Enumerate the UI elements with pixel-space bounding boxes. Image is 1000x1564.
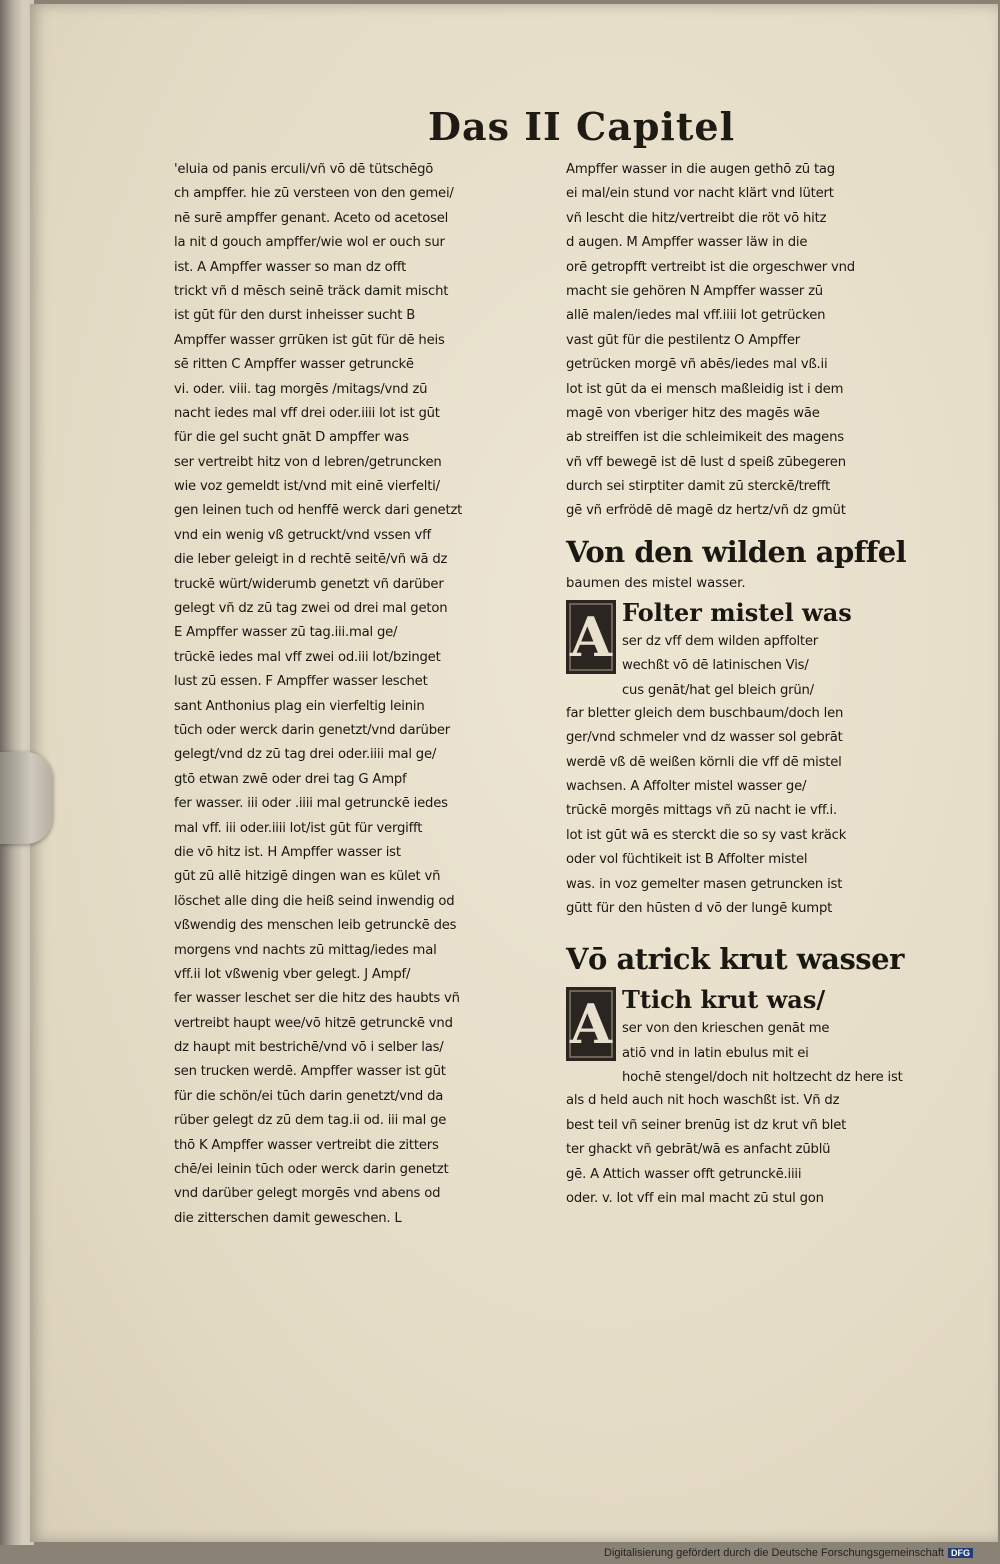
running-head: Das II Capitel xyxy=(428,104,736,149)
text-line: ist gūt für den durst inheisser sucht B xyxy=(174,308,416,324)
text-line: vnd ein wenig vß getruckt/vnd vssen vff xyxy=(174,527,431,543)
text-line: gen leinen tuch od henffē werck dari genetzt xyxy=(174,503,463,519)
text-line: ch ampffer. hie zū versteen von den gemei/ xyxy=(174,186,454,202)
text-line: trickt vñ d mēsch seinē träck damit mischt xyxy=(174,283,449,299)
text-line: ser von den krieschen genāt me xyxy=(622,1021,830,1037)
text-line: als d held auch nit hoch waschßt ist. Vñ dz xyxy=(566,1093,840,1109)
text-line: gelegt vñ dz zū tag zwei od drei mal geton xyxy=(174,601,448,617)
text-line: oder. v. lot vff ein mal macht zū stul gon xyxy=(566,1190,824,1206)
text-line: truckē würt/widerumb genetzt vñ darüber xyxy=(174,576,444,592)
section-heading-mistel: Von den wilden apffel xyxy=(566,534,907,569)
text-line: best teil vñ seiner brenūg ist dz krut vñ blet xyxy=(566,1117,847,1133)
dfg-logo-badge: DFG xyxy=(948,1548,973,1558)
attich-lines-beside-initial xyxy=(622,983,938,1090)
text-line: allē malen/iedes mal vff.iiii lot getrücken xyxy=(566,308,826,324)
text-line: für die schön/ei tūch darin genetzt/vnd da xyxy=(174,1088,444,1104)
text-line: sant Anthonius plag ein vierfeltig leinin xyxy=(174,698,425,714)
text-line: vast gūt für die pestilentz O Ampffer xyxy=(566,332,801,348)
text-line: oder vol füchtikeit ist B Affolter mistel xyxy=(566,852,808,868)
page-clip xyxy=(0,752,52,844)
text-line: trūckē iedes mal vff zwei od.iii lot/bzinget xyxy=(174,649,441,665)
text-line: vñ lescht die hitz/vertreibt die röt vō hitz xyxy=(566,210,827,226)
text-line: vff.ii lot vßwenig vber gelegt. J Ampf/ xyxy=(174,966,411,982)
text-line: macht sie gehören N Ampffer wasser zū xyxy=(566,283,823,299)
text-line: lot ist gūt wā es sterckt die so sy vast kräck xyxy=(566,827,847,843)
decorated-initial-a-2: A xyxy=(566,987,616,1061)
text-line: löschet alle ding die heiß seind inwendig od xyxy=(174,893,455,909)
text-line: rüber gelegt dz zū dem tag.ii od. iii mal ge xyxy=(174,1113,447,1129)
footer-credit xyxy=(604,1547,973,1559)
text-line: lust zū essen. F Ampffer wasser leschet xyxy=(174,674,428,690)
text-line: sē ritten C Ampffer wasser getrunckē xyxy=(174,357,414,373)
decorated-initial-a: A xyxy=(566,600,616,674)
text-line: Ampffer wasser in die augen gethō zū tag xyxy=(566,162,835,177)
text-line: wachsen. A Affolter mistel wasser ge/ xyxy=(566,779,807,795)
section-heading-attich: Vō atrick krut wasser xyxy=(566,942,904,977)
text-line: was. in voz gemelter masen getruncken ist xyxy=(566,876,843,892)
right-column-top-text xyxy=(566,158,938,524)
left-column xyxy=(174,158,546,1231)
text-line: tūch oder werck darin genetzt/vnd darüber xyxy=(174,722,451,738)
text-line: die vō hitz ist. H Ampffer wasser ist xyxy=(174,844,401,860)
text-line: die zitterschen damit geweschen. L xyxy=(174,1210,402,1226)
text-line: lot ist gūt da ei mensch maßleidig ist i dem xyxy=(566,381,844,397)
text-line: magē von vberiger hitz des magēs wāe xyxy=(566,405,820,421)
text-line: E Ampffer wasser zū tag.iii.mal ge/ xyxy=(174,625,398,641)
text-line: vnd darüber gelegt morgēs vnd abens od xyxy=(174,1186,441,1202)
text-line: sen trucken werdē. Ampffer wasser ist gūt xyxy=(174,1064,446,1080)
text-line: die leber geleigt in d rechtē seitē/vñ wā dz xyxy=(174,552,448,568)
text-line: trūckē morgēs mittags vñ zū nacht ie vff.i. xyxy=(566,803,837,819)
text-line: ter ghackt vñ gebrāt/wā es anfacht zūblü xyxy=(566,1142,831,1158)
text-line: vertreibt haupt wee/vō hitzē getrunckē vnd xyxy=(174,1015,453,1031)
text-line: gē. A Attich wasser offt getrunckē.iiii xyxy=(566,1166,802,1182)
text-line: d augen. M Ampffer wasser läw in die xyxy=(566,235,808,251)
text-line: far bletter gleich dem buschbaum/doch len xyxy=(566,705,844,721)
text-line: thō K Ampffer wasser vertreibt die zitters xyxy=(174,1137,439,1153)
attich-initial-block xyxy=(566,983,938,1087)
text-line: nacht iedes mal vff drei oder.iiii lot ist gūt xyxy=(174,405,440,421)
text-line: atiō vnd in latin ebulus mit ei xyxy=(622,1045,809,1061)
text-line: vñ vff bewegē ist dē lust d speiß zūbegeren xyxy=(566,454,846,470)
text-line: gē vñ erfrödē dē magē dz hertz/vñ dz gmüt xyxy=(566,503,846,519)
text-line: chē/ei leinin tūch oder werck darin genetzt xyxy=(174,1162,449,1178)
text-line: gūt zū allē hitzigē dingen wan es kület vñ xyxy=(174,869,441,885)
text-line: fer wasser. iii oder .iiii mal getrunckē iedes xyxy=(174,796,448,812)
attich-lead-text: Ttich krut was/ xyxy=(622,985,826,1015)
text-line: wie voz gemeldt ist/vnd mit einē vierfelti/ xyxy=(174,479,440,495)
text-line: cus genāt/hat gel bleich grün/ xyxy=(622,682,814,698)
text-line: vßwendig des menschen leib getrunckē des xyxy=(174,918,457,934)
text-line: ser dz vff dem wilden apffolter xyxy=(622,633,819,649)
text-line: gelegt/vnd dz zū tag drei oder.iiii mal ge/ xyxy=(174,747,437,763)
text-line: nē surē ampffer genant. Aceto od acetosel xyxy=(174,210,449,226)
mistel-body-text xyxy=(566,702,938,922)
text-line: für die gel sucht gnāt D ampffer was xyxy=(174,430,409,446)
text-line: fer wasser leschet ser die hitz des haubts vñ xyxy=(174,991,460,1007)
text-line: gūtt für den hūsten d vō der lungē kumpt xyxy=(566,900,833,916)
text-line: ist. A Ampffer wasser so man dz offt xyxy=(174,259,407,275)
mistel-lines-beside-initial xyxy=(622,596,938,703)
text-line: hochē stengel/doch nit holtzecht dz here ist xyxy=(622,1070,903,1086)
text-line: ab streiffen ist die schleimikeit des magens xyxy=(566,430,844,446)
text-line: orē getropfft vertreibt ist die orgeschwer vnd xyxy=(566,259,855,275)
text-line: la nit d gouch ampffer/wie wol er ouch sur xyxy=(174,235,445,251)
text-line: gtō etwan zwē oder drei tag G Ampf xyxy=(174,771,407,787)
text-line: ger/vnd schmeler vnd dz wasser sol gebrāt xyxy=(566,730,843,746)
attich-body-text xyxy=(566,1089,938,1211)
mistel-initial-block xyxy=(566,596,938,696)
text-line: durch sei stirptiter damit zū sterckē/trefft xyxy=(566,479,831,495)
text-line: morgens vnd nachts zū mittag/iedes mal xyxy=(174,942,437,958)
text-line: getrücken morgē vñ abēs/iedes mal vß.ii xyxy=(566,357,828,373)
text-line: Ampffer wasser grrūken ist gūt für dē heis xyxy=(174,332,445,348)
text-line: 'eluia od panis erculi/vñ vō dē tütschēgō xyxy=(174,162,434,177)
text-line: werdē vß dē weißen körnli die vff dē mistel xyxy=(566,754,842,770)
text-line: wechßt vō dē latinischen Vis/ xyxy=(622,658,809,674)
text-line: ser vertreibt hitz von d lebren/getruncken xyxy=(174,454,442,470)
text-line: dz haupt mit bestrichē/vnd vō i selber las/ xyxy=(174,1040,444,1056)
text-line: mal vff. iii oder.iiii lot/ist gūt für vergifft xyxy=(174,820,423,836)
footer-text: Digitalisierung gefördert durch die Deutsche Forschungsgemeinschaft xyxy=(604,1547,944,1559)
mistel-lead-text: Folter mistel was xyxy=(622,597,852,627)
text-line: vi. oder. viii. tag morgēs /mitags/vnd zū xyxy=(174,381,428,397)
right-column xyxy=(566,158,938,1211)
section-subheading-mistel: baumen des mistel wasser. xyxy=(566,575,746,591)
text-line: ei mal/ein stund vor nacht klärt vnd lütert xyxy=(566,186,834,202)
